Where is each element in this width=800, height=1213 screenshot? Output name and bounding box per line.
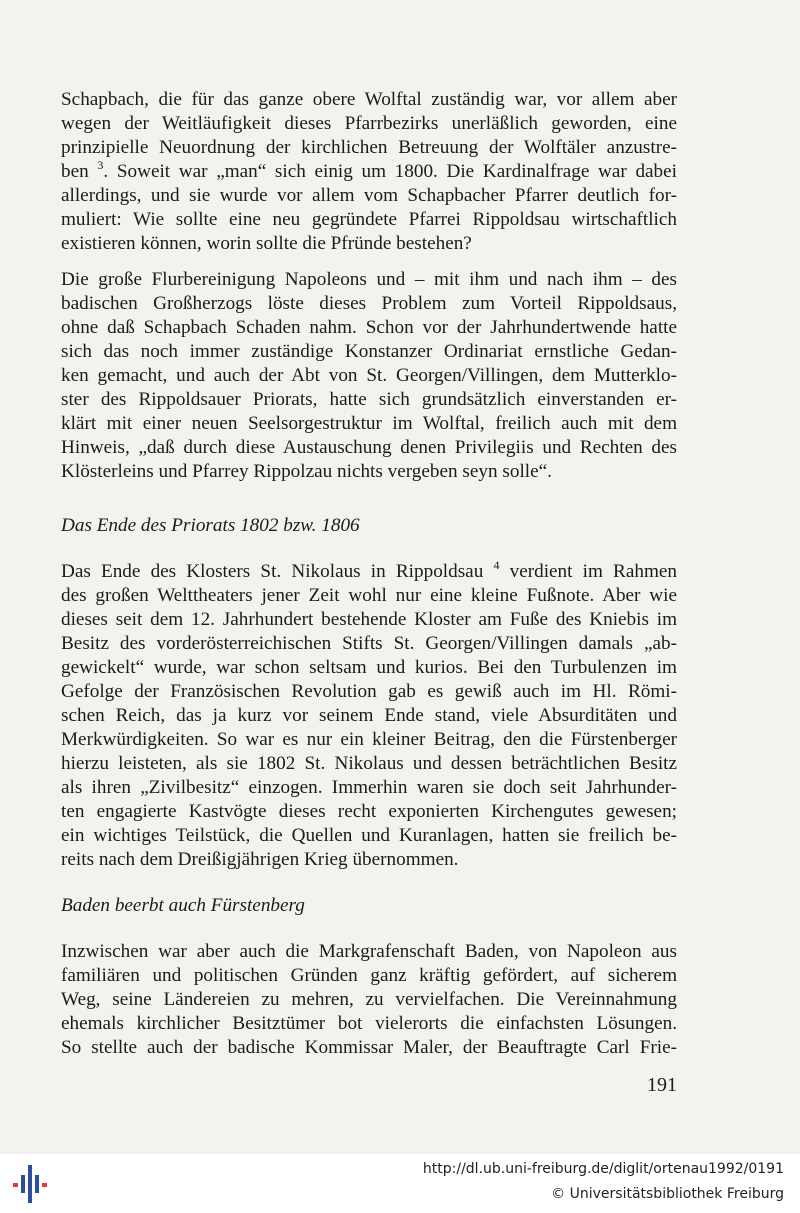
- text-line: Klösterleins und Pfarrey Rippolzau nichts vergeben seyn solle“.: [61, 461, 552, 482]
- text-line: Besitz des vorderösterreichischen Stifts St. Georgen/Villingen damals „ab-: [61, 633, 677, 654]
- copyright-notice: © Universitätsbibliothek Freiburg: [551, 1186, 784, 1202]
- text-line: ein wichtiges Teilstück, die Quellen und Kuranlagen, hatten sie freilich be-: [61, 825, 677, 846]
- footnote-marker: 4: [493, 557, 500, 572]
- text-line: existieren können, worin sollte die Pfründe bestehen?: [61, 233, 472, 254]
- text-line: muliert: Wie sollte eine neu gegründete Pfarrei Rippoldsau wirtschaftlich: [61, 209, 677, 230]
- source-url-link[interactable]: http://dl.ub.uni-freiburg.de/diglit/ortenau1992/0191: [422, 1161, 784, 1177]
- text-line: Schapbach, die für das ganze obere Wolftal zuständig war, vor allem aber: [61, 89, 677, 110]
- text-line: klärt mit einer neuen Seelsorgestruktur im Wolftal, freilich auch mit dem: [61, 413, 677, 434]
- text-line: ken gemacht, und auch der Abt von St. Georgen/Villingen, dem Mutterklo-: [61, 365, 677, 386]
- text-line: [61, 157, 677, 184]
- text-line: Gefolge der Französischen Revolution gab es gewiß auch im Hl. Römi-: [61, 681, 677, 702]
- text-line: ohne daß Schapbach Schaden nahm. Schon vor der Jahrhundertwende hatte: [61, 317, 677, 338]
- footnote-marker: 3: [97, 157, 104, 172]
- section-heading: Das Ende des Priorats 1802 bzw. 1806: [61, 515, 360, 536]
- text-line: familiären und politischen Gründen ganz kräftig gefördert, auf sicherem: [61, 965, 677, 986]
- text-line: prinzipielle Neuordnung der kirchlichen Betreuung der Wolftäler anzustre-: [61, 137, 677, 158]
- text-line: hierzu leisteten, als sie 1802 St. Nikolaus und dessen beträchtlichen Besitz: [61, 753, 677, 774]
- ub-freiburg-logo-icon: [10, 1163, 50, 1205]
- text-fragment: ben: [61, 161, 89, 182]
- text-line: ten engagierte Kastvögte dieses recht exponierten Kirchengutes gewesen;: [61, 801, 677, 822]
- text-fragment: . Soweit war „man“ sich einig um 1800. Die Kardinalfrage war dabei: [103, 161, 677, 182]
- text-line: badischen Großherzogs löste dieses Problem zum Vorteil Rippoldsaus,: [61, 293, 677, 314]
- text-line: dieses seit dem 12. Jahrhundert bestehende Kloster am Fuße des Kniebis im: [61, 609, 677, 630]
- text-line: Merkwürdigkeiten. So war es nur ein kleiner Beitrag, den die Fürstenberger: [61, 729, 677, 750]
- text-line: wegen der Weitläufigkeit dieses Pfarrbezirks unerläßlich geworden, eine: [61, 113, 677, 134]
- text-line: allerdings, und sie wurde vor allem vom Schapbacher Pfarrer deutlich for-: [61, 185, 677, 206]
- text-line: ster des Rippoldsauer Priorats, hatte sich grundsätzlich einverstanden er-: [61, 389, 677, 410]
- text-line: Weg, seine Ländereien zu mehren, zu vervielfachen. Die Vereinnahmung: [61, 989, 677, 1010]
- text-line: [61, 557, 677, 584]
- text-line: ehemals kirchlicher Besitztümer bot vielerorts die einfachsten Lösungen.: [61, 1013, 677, 1034]
- text-line: Die große Flurbereinigung Napoleons und – mit ihm und nach ihm – des: [61, 269, 677, 290]
- text-line: als ihren „Zivilbesitz“ einzogen. Immerhin waren sie doch seit Jahrhunder-: [61, 777, 677, 798]
- text-line: Inzwischen war aber auch die Markgrafenschaft Baden, von Napoleon aus: [61, 941, 677, 962]
- text-fragment: verdient im Rahmen: [509, 561, 677, 582]
- text-line: reits nach dem Dreißigjährigen Krieg übernommen.: [61, 849, 459, 870]
- text-line: des großen Welttheaters jener Zeit wohl nur eine kleine Fußnote. Aber wie: [61, 585, 677, 606]
- text-line: So stellte auch der badische Kommissar Maler, der Beauftragte Carl Frie-: [61, 1037, 677, 1058]
- text-line: sich das noch immer zuständige Konstanzer Ordinariat ernstliche Gedan-: [61, 341, 677, 362]
- text-line: schen Reich, das ja kurz vor seinem Ende stand, viele Absurditäten und: [61, 705, 677, 726]
- page-number: 191: [647, 1074, 677, 1096]
- section-heading: Baden beerbt auch Fürstenberg: [61, 895, 305, 916]
- text-line: gewickelt“ wurde, war schon seltsam und kurios. Bei den Turbulenzen im: [61, 657, 677, 678]
- text-fragment: Das Ende des Klosters St. Nikolaus in Rippoldsau: [61, 561, 484, 582]
- text-line: Hinweis, „daß durch diese Austauschung denen Privilegiis und Rechten des: [61, 437, 677, 458]
